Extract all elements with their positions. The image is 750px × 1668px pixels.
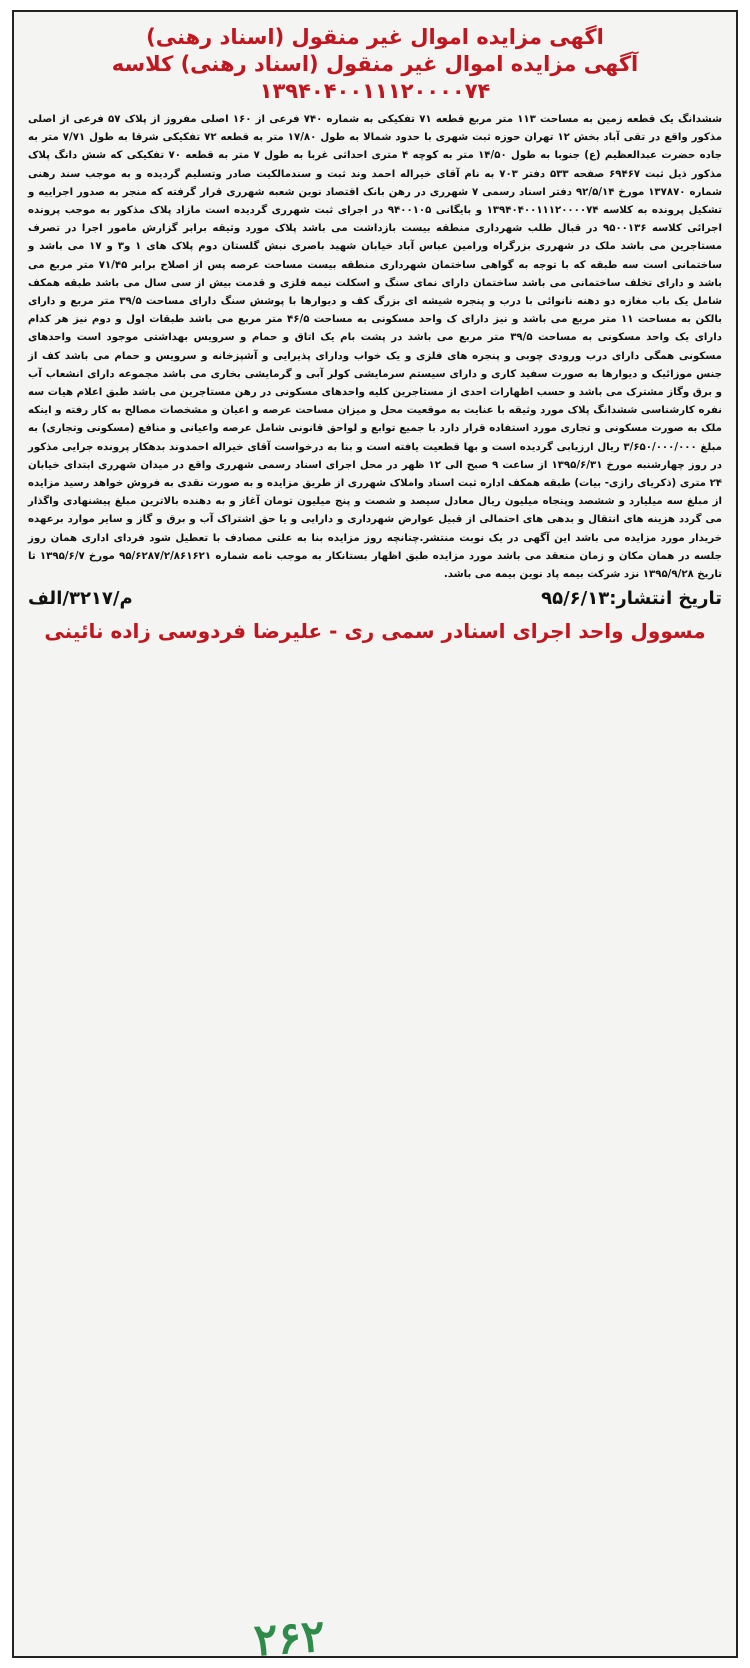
- notice-meta: [28, 584, 722, 614]
- notice-body: [24, 111, 723, 584]
- notice-signature: مسوول واحد اجرای اسنادر سمی ری - علیرضا فردوسی زاده نائینی: [44, 619, 706, 644]
- notice-starting-price: از مبلغ سه میلیارد و ششصد وپنجاه میلیون ریال معادل سیصد و شصت و پنج میلیون تومان آغاز: [239, 496, 723, 508]
- handwritten-number: ۲۶۲: [252, 1610, 327, 1667]
- notice-body-part1: ششدانگ یک قطعه زمین به مساحت ۱۱۳ متر مربع قطعه ۷۱ تفکیکی به شماره ۷۴۰ فرعی از ۱۶۰ اصلی مفروز از پلاک ۵۷ فرعی از اصلی مذکور واقع در تقی آباد بخش ۱۲ تهران حوزه ثبت شهری با حدود شمالا به طول ۱۷/۸۰ متر به قطعه ۷۲ تفکیکی شرقا به طول ۷/۷۱ متر به جاده حضرت عبدالعظیم (ع) جنوبا به طول ۱۴/۵۰ متر به کوچه ۴ متری احداثی غربا به طول ۷ متر به قطعه ۷۰ تفکیکی که شش دانگ پلاک مذکور ذیل ثبت ۶۹۴۶۷ صفحه ۵۳۳ دفتر ۷۰۳ به نام آقای خیراله احمد وند ثبت و سندمالکیت صادر وتسلیم گردیده و به موجب سند رهنی شماره ۱۳۷۸۷۰ مورخ ۹۲/۵/۱۴ دفتر اسناد رسمی ۷ شهرری در رهن بانک اقتصاد نوین شعبه شهرری قرار گرفته که منجر به صدور اجراییه و تشکیل پرونده به کلاسه ۱۳۹۴۰۴۰۰۱۱۱۲۰۰۰۰۷۴ و بایگانی ۹۴۰۰۱۰۵ در اجرای ثبت شهرری گردیده است مازاد پلاک مذکور به موجب پرونده اجرائی کلاسه ۹۵۰۰۱۳۶ در قبال طلب شهرداری منطقه بیست بازداشت می باشد پلاک مورد وثیقه برابر گزارش مامور اجرا در تصرف مستاجرین می باشد ملک در شهرری بزرگراه ورامین عباس آباد خیابان شهید باصری نبش گلستان دوم پلاک های ۱ و۳ و ۱۷ می باشد و ساختمانی است سه طبقه که با توجه به گواهی ساختمان شهرداری منطقه بیست مساحت عرصه پس از اصلاح برابر ۷۱/۴۵ متر مربع می باشد و دارای تخلف ساختمانی می باشد ساختمان دارای نمای سنگ و اسکلت نیمه فلزی و قدمت بیش از سی سال می باشد طبقه همکف شامل یک باب مغازه دو دهنه نانوائی با درب و پنجره شیشه ای بزرگ کف و دیوارها با پوشش سنگ دارای مساحت ۳۹/۵ متر مربع و دارای بالکن به مساحت ۱۱ متر مربع می باشد و نیز دارای ک واحد مسکونی به مساحت ۴۶/۵ متر مربع می باشد طبقات اول و دوم نیز هر کدام دارای یک واحد مسکونی به مساحت ۳۹/۵ متر مربع می باشد در پشت بام یک اتاق و حمام و سرویس بهداشتی موجود است واحدهای مسکونی همگی دارای درب ورودی چوبی و پنجره های فلزی و یک خواب ودارای پذیرایی و آشپزخانه و سرویس و حمام می باشد کف از جنس موزائیک و دیوارها به صورت سفید کاری و دارای سیستم سرمایشی کولر آبی و گرمایشی بخاری می باشد مجموعه دارای انشعاب آب و برق وگاز مشترک می باشد و حسب اظهارات احدی از مستاجرین کلیه واحدهای مسکونی در رهن مستاجرین می باشد طبق اعلام هیات سه نفره کارشناسی ششدانگ پلاک مورد وثیقه با عنایت به موقعیت محل و میزان مساحت عرصه و اعیان و مشخصات مصالح به کار رفته و اینکه ملک به صورت مسکونی و تجاری مورد استفاده قرار دارد با جمیع توابع و لواحق قانونی شامل عرصه واعیانی و منافع (مسکونی وتجاری) به مبلغ ۳/۶۵۰/۰۰۰/۰۰۰ ریال ارزیابی گردیده است و بها قطعیت یافته است و بنا به درخواست آقای خیراله احمدوند بدهکار پرونده جرایی مذکور در روز چهارشنبه مورخ ۱۳۹۵/۶/۳۱ از ساعت ۹ صبح الی ۱۲ ظهر در محل اجرای اسناد رسمی شهرری واقع در میدان شهرری ابتدای خیابان ۲۴ متری (ذکریای رازی- بیات) طبقه همکف اداره ثبت اسناد واملاک شهرری از طریق مزایده و به صورت نقدی به فروش خواهد رسید مزایده: [24, 114, 723, 490]
- auction-notice: [12, 10, 738, 1667]
- notice-title-line1: اگهی مزایده اموال غیر منقول (اسناد رهنی): [146, 25, 604, 49]
- reference-code: م/۳۲۱۷/الف: [28, 588, 133, 610]
- notice-title-line2: آگهی مزایده اموال غیر منقول (اسناد رهنی) کلاسه: [111, 52, 639, 76]
- notice-case-number: ۱۳۹۴۰۴۰۰۱۱۱۲۰۰۰۰۷۴: [259, 79, 491, 103]
- notice-body-part2: و به دهنده بالاترین مبلغ پیشنهادی واگذار می گردد هزینه های انتقال و بدهی های احتمالی از قبیل عوارض شهرداری و دارایی و یا حق اشتراک آب و برق و گاز و سایر موارد برعهده خریدار مورد مزایده می باشد این آگهی در یک نوبت منتشر.چنانچه روز مزایده بنا به علتی مصادف با تعطیل شود فردای اداری همان روز جلسه در همان مکان و زمان منعقد می باشد مورد مزایده طبق اظهار بستانکار به موجب نامه شماره ۹۵/۶۲۸۷/۲/۸۶۱۶۲۱ مورخ ۱۳۹۵/۶/۷ تا تاریخ ۱۳۹۵/۹/۲۸ نزد شرکت بیمه پاد نوین بیمه می باشد.: [24, 496, 722, 581]
- publish-date: تاریخ انتشار:۹۵/۶/۱۳: [541, 588, 722, 610]
